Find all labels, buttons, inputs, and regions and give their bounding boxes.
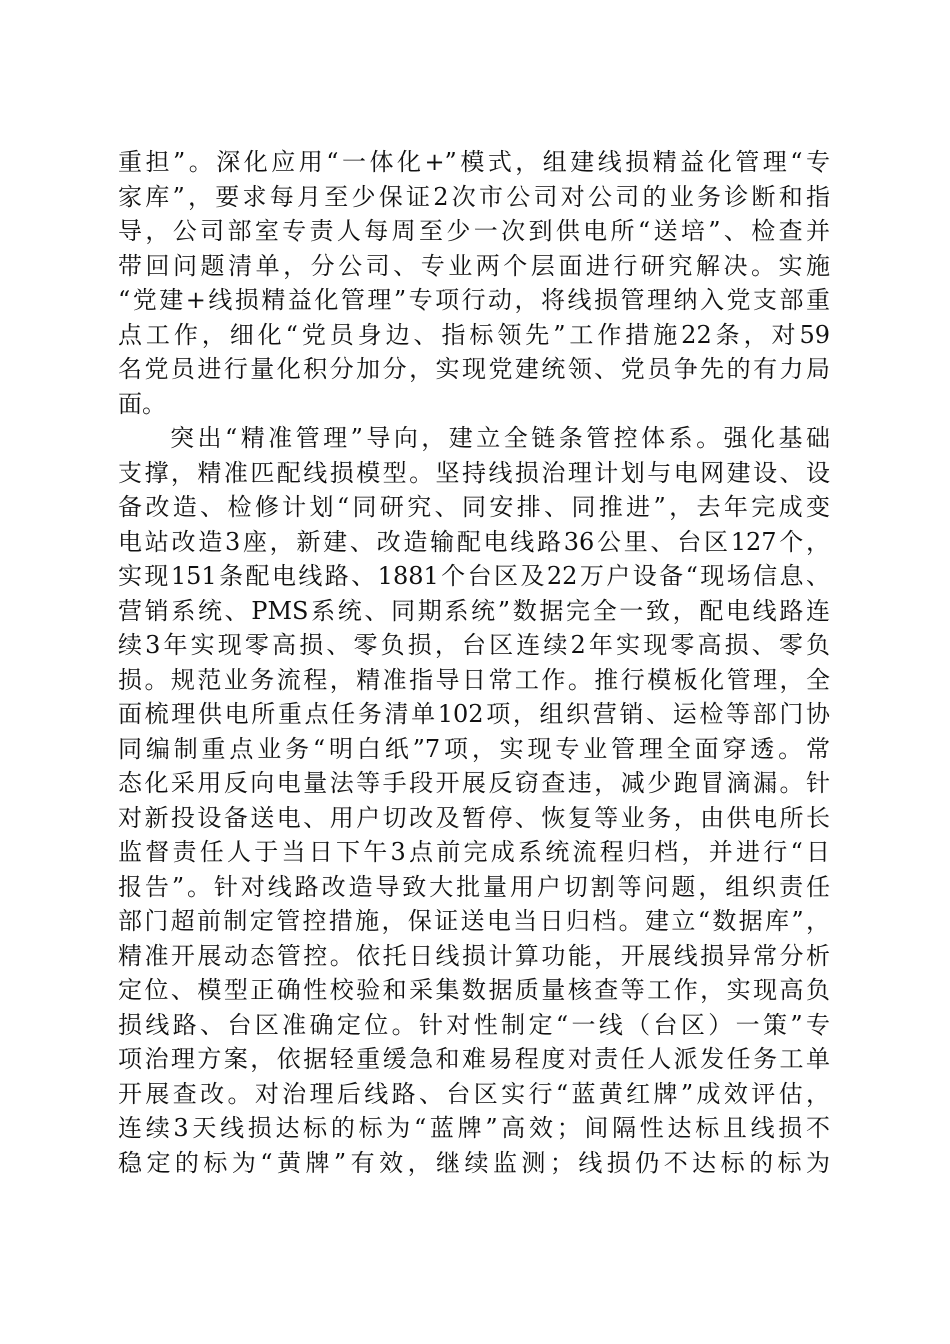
text-line: 面。 [118, 389, 166, 418]
text-line: 项治理方案，依据轻重缓急和难易程度对责任人派发任务工单 [118, 1045, 830, 1073]
text-line: 同编制重点业务“明白纸”7项，实现专业管理全面穿透。常 [118, 734, 830, 763]
text-line: 监督责任人于当日下午3点前完成系统流程归档，并进行“日 [118, 838, 830, 866]
text-line: 稳定的标为“黄牌”有效，继续监测；线损仍不达标的标为 [118, 1148, 830, 1177]
text-line: 电站改造3座，新建、改造输配电线路36公里、台区127个， [118, 527, 830, 556]
text-line: 导，公司部室专责人每周至少一次到供电所“送培”、检查并 [118, 217, 830, 245]
text-line: 部门超前制定管控措施，保证送电当日归档。建立“数据库”， [118, 907, 830, 935]
text-line: 损线路、台区准确定位。针对性制定“一线（台区）一策”专 [118, 1010, 830, 1039]
text-line: 家库”，要求每月至少保证2次市公司对公司的业务诊断和指 [118, 182, 830, 211]
paragraph-2 [118, 421, 830, 1180]
text-line: 突出“精准管理”导向，建立全链条管控体系。强化基础 [170, 424, 830, 452]
text-line: 名党员进行量化积分加分，实现党建统领、党员争先的有力局 [118, 355, 830, 383]
text-line: 报告”。针对线路改造导致大批量用户切割等问题，组织责任 [118, 872, 830, 901]
paragraph-1 [118, 145, 830, 421]
text-line: 损。规范业务流程，精准指导日常工作。推行模板化管理，全 [118, 665, 830, 694]
text-line: 开展查改。对治理后线路、台区实行“蓝黄红牌”成效评估， [118, 1079, 830, 1108]
text-line: 支撑，精准匹配线损模型。坚持线损治理计划与电网建设、设 [118, 458, 830, 487]
text-line: 面梳理供电所重点任务清单102项，组织营销、运检等部门协 [118, 700, 830, 728]
text-line: 对新投设备送电、用户切改及暂停、恢复等业务，由供电所长 [118, 803, 830, 832]
text-line: 定位、模型正确性校验和采集数据质量核查等工作，实现高负 [118, 976, 830, 1004]
text-line: 重担”。深化应用“一体化+”模式，组建线损精益化管理“专 [118, 148, 830, 176]
text-line: 实现151条配电线路、1881个台区及22万户设备“现场信息、 [118, 562, 830, 590]
text-line: 续3年实现零高损、零负损，台区连续2年实现零高损、零负 [118, 631, 830, 659]
text-line: 点工作，细化“党员身边、指标领先”工作措施22条，对59 [118, 320, 830, 349]
text-line: “党建+线损精益化管理”专项行动，将线损管理纳入党支部重 [118, 286, 830, 314]
text-line: 营销系统、PMS系统、同期系统”数据完全一致，配电线路连 [118, 596, 830, 625]
text-line: 备改造、检修计划“同研究、同安排、同推进”，去年完成变 [118, 493, 830, 521]
document-body [118, 145, 830, 1180]
text-line: 带回问题清单，分公司、专业两个层面进行研究解决。实施 [118, 251, 830, 280]
text-line: 态化采用反向电量法等手段开展反窃查违，减少跑冒滴漏。针 [118, 769, 830, 797]
text-line: 连续3天线损达标的标为“蓝牌”高效；间隔性达标且线损不 [118, 1114, 830, 1142]
text-line: 精准开展动态管控。依托日线损计算功能，开展线损异常分析 [118, 941, 830, 970]
